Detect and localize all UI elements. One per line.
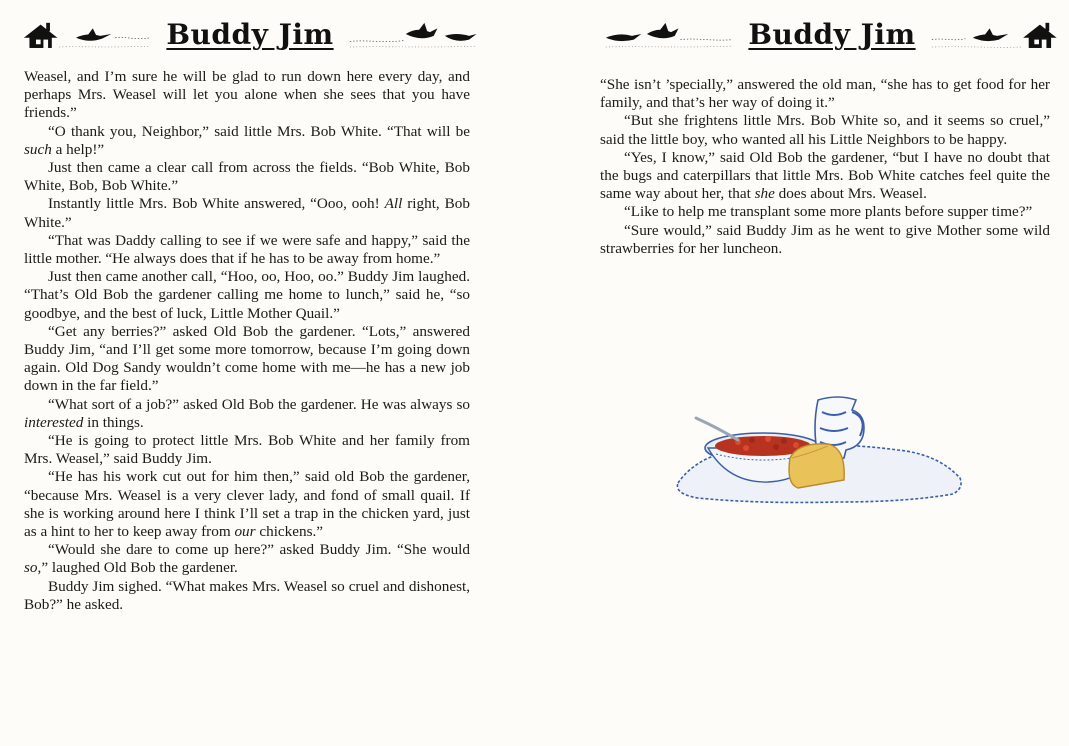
paragraph: “That was Daddy calling to see if we were safe and happy,” said the little mother. “He always does that if he has to be away from home.” [24,231,470,268]
paragraph: Just then came a clear call from across the fields. “Bob White, Bob White, Bob, Bob White.” [24,159,470,195]
paragraph: Weasel, and I’m sure he will be glad to run down here every day, and perhaps Mrs. Weasel will let you alone when she sees that you have friends.” [24,68,470,122]
bird-ornament-icon [348,14,478,54]
paragraph: “Sure would,” said Buddy Jim as he went to give Mother some wild strawberries for her luncheon. [600,221,1050,257]
house-bird-ornament-icon [22,14,152,54]
paragraph: “What sort of a job?” asked Old Bob the gardener. He was always so interested in things. [24,395,470,431]
cake-slice-icon [789,444,844,488]
left-page [0,0,520,746]
page-title: Buddy Jim [748,17,916,51]
emphasis: All [384,195,403,213]
house-icon [1023,23,1057,48]
paragraph: “Get any berries?” asked Old Bob the gardener. “Lots,” answered Buddy Jim, “and I’ll get some more tomorrow, because I’m going down again. Old Dog Sandy wouldn’t come home with me—he has a new job down in the far field.” [24,322,470,395]
paragraph: “He has his work cut out for him then,” said old Bob the gardener, “because Mrs. Weasel is a very clever lady, and fond of small quail. If she is working around here I think I’ll set a trap in the chicken yard, just as a hint to her to keep away from our chickens.” [24,468,470,541]
bird-icon [444,34,476,41]
emphasis: she [754,185,775,203]
paragraph: “She isn’t ’specially,” answered the old man, “she has to get food for her family, and that’s her way of doing it.” [600,76,1050,112]
paragraph: “He is going to protect little Mrs. Bob White and her family from Mrs. Weasel,” said Buddy Jim. [24,432,470,468]
strawberries-bowl-cream-pitcher-cake-icon [668,388,968,513]
paragraph: “Like to help me transplant some more plants before supper time?” [624,203,1033,221]
paragraph: Just then came another call, “Hoo, oo, Hoo, oo.” Buddy Jim laughed. “That’s Old Bob the gardener calling me home to lunch,” said he, “so goodbye, and the best of luck, Little Mother Quail.” [24,268,470,322]
left-page-header [22,10,478,58]
bird-icon [405,23,437,38]
bird-icon [606,34,641,41]
paragraph: “Yes, I know,” said Old Bob the gardener, “but I have no doubt that the bugs and caterpillars that little Mrs. Bob White catches feel quite the same way about her, that she does about Mrs. Weasel. [600,148,1050,203]
bird-house-ornament-icon [930,14,1060,54]
emphasis: such [24,140,52,158]
house-icon [24,23,58,48]
left-page-body-text [24,68,470,614]
paragraph: “But she frightens little Mrs. Bob White so, and it seems so cruel,” said the little boy, who wanted all his Little Neighbors to be happy. [600,112,1050,148]
paragraph: “O thank you, Neighbor,” said little Mrs. Bob White. “That will be such a help!” [24,122,470,158]
paragraph: Buddy Jim sighed. “What makes Mrs. Weasel so cruel and dishonest, Bob?” he asked. [24,577,470,613]
page-title: Buddy Jim [166,17,334,51]
bird-ornament-icon [604,14,734,54]
right-page [548,0,1069,746]
paragraph: Instantly little Mrs. Bob White answered, “Ooo, ooh! All right, Bob White.” [24,195,470,231]
right-page-body-text [600,76,1050,258]
bird-icon [647,23,679,38]
bird-icon [972,28,1007,41]
right-page-header [604,10,1060,58]
emphasis: interested [24,413,84,431]
bird-icon [76,28,111,40]
emphasis: our [234,523,256,541]
emphasis: so [24,559,38,577]
paragraph: “Would she dare to come up here?” asked Buddy Jim. “She would so,” laughed Old Bob the gardener. [24,541,470,577]
